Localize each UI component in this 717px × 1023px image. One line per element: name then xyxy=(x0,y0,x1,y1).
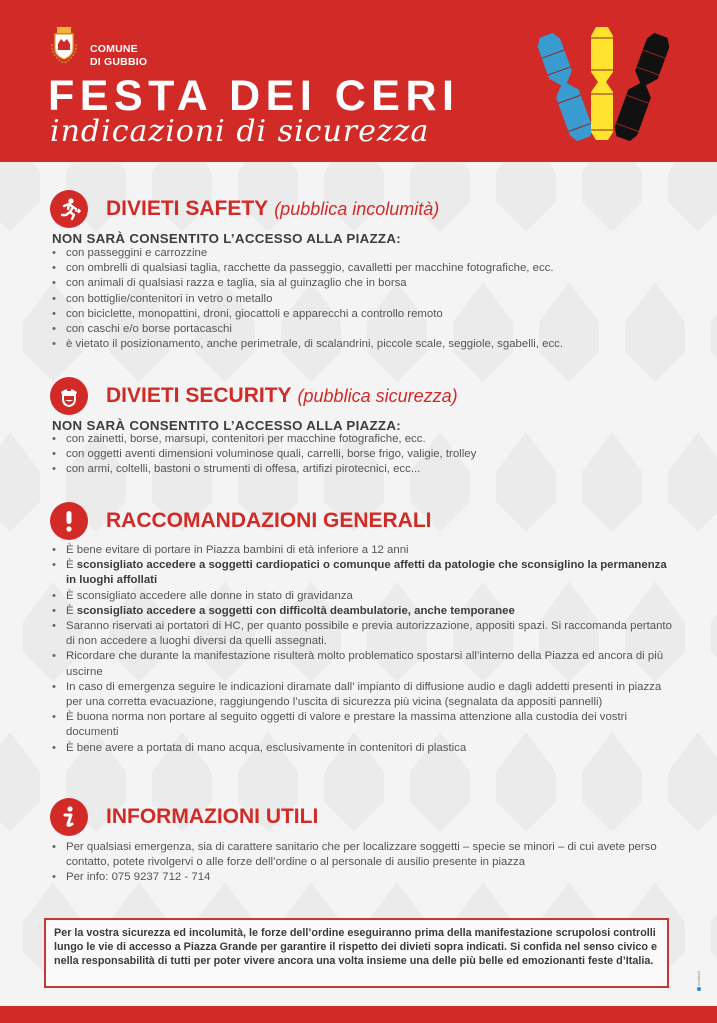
list-item xyxy=(52,543,672,558)
safety-list xyxy=(52,246,672,352)
item-text: È xyxy=(66,604,77,617)
list-item xyxy=(52,619,672,649)
security-notice: Per la vostra sicurezza ed incolumità, le forze dell’ordine eseguiranno prima della manifestazione scrupolosi controlli lungo le vie di accesso a Piazza Grande per garantire il rispetto dei divieti sopra indicati. Si confida nel senso civico e nella responsabilità di tutti per poter vivere ancora una volta insieme una delle più belle ed emozionanti feste d’Italia. xyxy=(44,918,669,988)
item-text: È bene avere a portata di mano acqua, esclusivamente in contenitori di plastica xyxy=(66,741,467,754)
credit-dot-icon xyxy=(697,987,701,991)
section-safety-title xyxy=(106,197,439,221)
exclamation-icon xyxy=(50,502,88,540)
security-lead: NON SARÀ CONSENTITO L’ACCESSO ALLA PIAZZA: xyxy=(52,418,401,433)
item-text: Saranno riservati ai portatori di HC, per quanto possibile e previa autorizzazione, appositi spazi. Si raccomanda pertanto di non accedere a luoghi diversi da quelli assegnati. xyxy=(66,620,672,648)
list-item: • Per info: 075 9237 712 - 714 xyxy=(52,870,672,885)
list-item xyxy=(52,741,672,756)
safety-lead: NON SARÀ CONSENTITO L’ACCESSO ALLA PIAZZA: xyxy=(52,231,401,246)
security-list xyxy=(52,432,672,478)
list-item: • con biciclette, monopattini, droni, giocattoli e apparecchi a controllo remoto xyxy=(52,307,672,322)
item-bold-text: sconsigliato accedere a soggetti cardiopatici o comunque affetti da patologie che sconsiglino la permanenza in luoghi affollati xyxy=(66,559,667,587)
section-info-header xyxy=(50,798,318,836)
page-title: FESTA DEI CERI xyxy=(48,72,460,120)
security-subtitle-text: (pubblica sicurezza) xyxy=(297,386,458,406)
section-recommendations-header xyxy=(50,502,432,540)
list-item: • con caschi e/o borse portacaschi xyxy=(52,322,672,337)
comune-line2: DI GUBBIO xyxy=(90,56,148,68)
list-item xyxy=(52,710,672,740)
list-item xyxy=(52,680,672,710)
list-item: • Per qualsiasi emergenza, sia di carattere sanitario che per localizzare soggetti – specie se minori – di cui avete perso contatto, potete rivolgervi o alle forze dell’ordine o al personale di ausilio presente in piazza xyxy=(52,840,672,870)
item-text: È sconsigliato accedere alle donne in stato di gravidanza xyxy=(66,589,353,602)
list-item: • con animali di qualsiasi razza e taglia, sia al guinzaglio che in borsa xyxy=(52,276,672,291)
list-item xyxy=(52,649,672,679)
safety-subtitle-text: (pubblica incolumità) xyxy=(274,199,440,219)
police-officer-icon xyxy=(50,377,88,415)
item-bold-text: sconsigliato accedere a soggetti con difficoltà deambulatorie, anche temporanee xyxy=(76,604,515,617)
credit-text: nordazzi xyxy=(696,970,701,986)
item-text: È xyxy=(66,559,77,572)
item-text: Ricordare che durante la manifestazione risulterà molto problematico spostarsi all’interno della Piazza ed ancora di più uscirne xyxy=(66,650,664,678)
section-safety-header xyxy=(50,190,439,228)
security-title-text: DIVIETI SECURITY xyxy=(106,384,292,407)
list-item: • è vietato il posizionamento, anche perimetrale, di scalandrini, piccole scale, seggiole, sgabelli, ecc. xyxy=(52,337,672,352)
comune-line1: COMUNE xyxy=(90,43,138,55)
list-item xyxy=(52,558,672,588)
page-subtitle: indicazioni di sicurezza xyxy=(50,114,430,149)
section-security-title xyxy=(106,384,458,408)
list-item xyxy=(52,604,672,619)
item-text: In caso di emergenza seguire le indicazioni diramate dall’ impianto di diffusione audio e dagli addetti presenti in piazza per una corretta evacuazione, raggiungendo l’uscita di sicurezza più vicina (segnalata da appositi pannelli) xyxy=(66,680,662,709)
safety-title-text: DIVIETI SAFETY xyxy=(106,197,269,220)
item-text: È buona norma non portare al seguito oggetti di valore e prestare la massima attenzione alla custodia dei vostri documenti xyxy=(66,711,627,739)
recommendations-list xyxy=(52,543,672,756)
info-icon xyxy=(50,798,88,836)
list-item: • con oggetti aventi dimensioni voluminose quali, carrelli, borse frigo, valigie, trolley xyxy=(52,447,672,462)
section-security-header xyxy=(50,377,458,415)
list-item: • con ombrelli di qualsiasi taglia, racchette da passeggio, cavalletti per macchine fotografiche, ecc. xyxy=(52,261,672,276)
list-item xyxy=(52,589,672,604)
item-text: È bene evitare di portare in Piazza bambini di età inferiore a 12 anni xyxy=(66,544,409,556)
designer-credit xyxy=(696,925,708,991)
section-info-title: INFORMAZIONI UTILI xyxy=(106,805,319,828)
list-item: • con passeggini e carrozzine xyxy=(52,246,672,261)
running-person-icon xyxy=(50,190,88,228)
list-item: • con zainetti, borse, marsupi, contenitori per macchine fotografiche, ecc. xyxy=(52,432,672,447)
list-item: • con bottiglie/contenitori in vetro o metallo xyxy=(52,292,672,307)
list-item: • con armi, coltelli, bastoni o strumenti di offesa, artifizi pirotecnici, ecc... xyxy=(52,462,672,477)
info-list xyxy=(52,840,672,886)
section-recommendations-title: RACCOMANDAZIONI GENERALI xyxy=(106,509,432,532)
footer-bar xyxy=(0,1006,717,1023)
